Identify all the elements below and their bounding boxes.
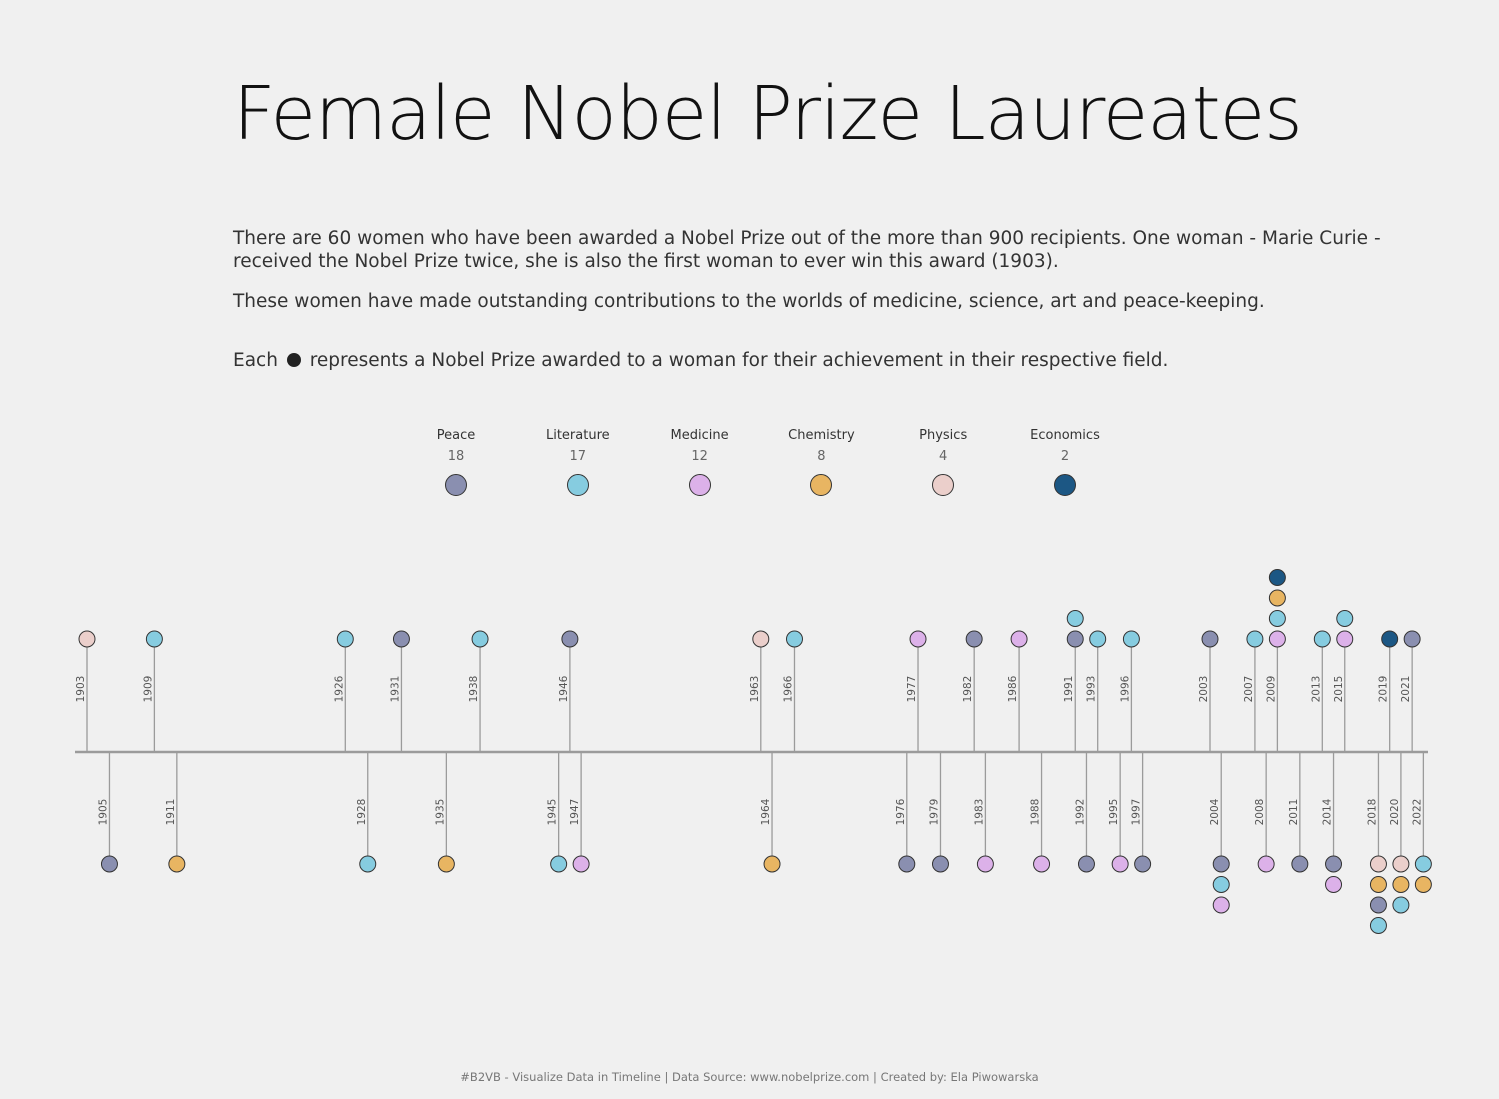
legend-label: Physics [919, 428, 968, 443]
prize-dot-literature [1213, 877, 1229, 893]
year-label: 1976 [894, 798, 907, 826]
legend-label: Chemistry [788, 428, 855, 443]
prize-dot-chemistry [764, 856, 780, 872]
year-label: 1991 [1063, 675, 1076, 703]
year-label: 1947 [569, 798, 582, 826]
year-label: 2018 [1366, 798, 1379, 826]
legend-count: 18 [447, 449, 465, 464]
year-label: 1905 [97, 798, 110, 826]
year-label: 2021 [1400, 675, 1413, 703]
legend-label: Peace [436, 428, 476, 443]
year-label: 1911 [164, 798, 177, 826]
prize-dot-peace [1326, 856, 1342, 872]
year-label: 2022 [1411, 798, 1424, 826]
year-label: 2011 [1287, 798, 1300, 826]
year-label: 2019 [1377, 675, 1390, 703]
prize-dot-peace [101, 856, 117, 872]
year-label: 1946 [557, 675, 570, 703]
description-paragraph-2: These women have made outstanding contributions to the worlds of medicine, science, art and peace-keeping. [233, 291, 1265, 312]
year-label: 1966 [782, 675, 795, 703]
year-label: 2013 [1310, 675, 1323, 703]
prize-dot-medicine [1112, 856, 1128, 872]
year-label: 1903 [75, 675, 87, 703]
prize-dot-literature [1337, 611, 1353, 627]
prize-dot-chemistry [1415, 877, 1431, 893]
prize-dot-literature [1314, 631, 1330, 647]
prize-dot-peace [1135, 856, 1151, 872]
prize-dot-economics [1382, 631, 1398, 647]
prize-dot-medicine [1034, 856, 1050, 872]
legend-count: 8 [817, 449, 826, 464]
year-label: 1928 [355, 798, 368, 826]
legend-count: 4 [939, 449, 948, 464]
prize-dot-literature [337, 631, 353, 647]
description-text-after: represents a Nobel Prize awarded to a woman for their achievement in their respective field. [309, 350, 1169, 371]
year-label: 1996 [1119, 675, 1132, 703]
prize-dot-chemistry [438, 856, 454, 872]
page-title: Female Nobel Prize Laureates [233, 71, 1302, 157]
year-label: 2014 [1321, 798, 1334, 826]
prize-dot-literature [786, 631, 802, 647]
prize-dot-economics [1269, 570, 1285, 586]
legend-label: Economics [1030, 428, 1100, 443]
year-label: 1983 [973, 798, 986, 826]
year-label: 1979 [928, 798, 941, 826]
prize-dot-peace [1292, 856, 1308, 872]
year-label: 1931 [389, 675, 402, 703]
prize-dot-chemistry [1393, 877, 1409, 893]
year-label: 1986 [1007, 675, 1020, 703]
prize-dot-medicine [977, 856, 993, 872]
prize-dot-literature [146, 631, 162, 647]
prize-dot-chemistry [169, 856, 185, 872]
prize-dot-peace [1213, 856, 1229, 872]
year-label: 2003 [1198, 675, 1210, 703]
year-label: 1909 [142, 675, 155, 703]
prize-dot-literature [360, 856, 376, 872]
prize-dot-peace [1078, 856, 1094, 872]
year-label: 1992 [1074, 798, 1087, 826]
year-label: 2015 [1332, 675, 1345, 703]
description-paragraph-1: There are 60 women who have been awarded a Nobel Prize out of the more than 900 recipients. One woman - Marie Curie - received the Nobel Prize twice, she is also the first woman to ever win this award (1903). [233, 228, 1381, 272]
legend-count: 2 [1060, 449, 1070, 464]
prize-dot-peace [932, 856, 948, 872]
year-label: 1926 [333, 675, 346, 703]
year-label: 1997 [1130, 798, 1143, 826]
prize-dot-peace [562, 631, 578, 647]
year-label: 2009 [1265, 675, 1278, 703]
prize-dot-literature [1123, 631, 1139, 647]
prize-dot-literature [1067, 611, 1083, 627]
prize-dot-literature [551, 856, 567, 872]
year-label: 2004 [1209, 798, 1222, 826]
prize-dot-physics [1393, 856, 1409, 872]
year-label: 1993 [1085, 675, 1098, 703]
prize-dot-medicine [1011, 631, 1027, 647]
year-label: 1935 [434, 798, 447, 826]
year-label: 2020 [1388, 798, 1401, 826]
prize-dot-physics [1370, 856, 1386, 872]
prize-dot-chemistry [1370, 877, 1386, 893]
prize-dot-peace [393, 631, 409, 647]
legend-count: 12 [691, 449, 708, 464]
year-label: 1963 [748, 675, 761, 703]
prize-dot-physics [79, 631, 95, 647]
prize-dot-literature [1247, 631, 1263, 647]
prize-dot-medicine [1337, 631, 1353, 647]
prize-dot-literature [1393, 897, 1409, 913]
prize-dot-literature [1370, 918, 1386, 934]
prize-dot-literature [1090, 631, 1106, 647]
prize-dot-literature [1269, 611, 1285, 627]
prize-dot-medicine [1269, 631, 1285, 647]
year-label: 1995 [1108, 798, 1121, 826]
year-label: 1982 [962, 675, 975, 703]
year-label: 1938 [468, 675, 481, 703]
year-label: 1964 [760, 798, 773, 826]
prize-dot-medicine [1258, 856, 1274, 872]
prize-dot-medicine [910, 631, 926, 647]
year-label: 1977 [906, 675, 919, 703]
year-label: 1988 [1029, 798, 1042, 826]
year-label: 2008 [1254, 798, 1267, 826]
year-label: 2007 [1242, 675, 1255, 703]
prize-dot-peace [1202, 631, 1218, 647]
legend-label: Literature [545, 428, 610, 443]
description-text-before: Each [233, 350, 278, 371]
prize-dot-peace [1404, 631, 1420, 647]
prize-dot-chemistry [1269, 590, 1285, 606]
legend-label: Medicine [670, 428, 729, 443]
footer-credits: #B2VB - Visualize Data in Timeline | Data Source: www.nobelprize.com | Created by: Ela Piwowarska [460, 1070, 1039, 1084]
legend-count: 17 [569, 449, 587, 464]
prize-dot-literature [472, 631, 488, 647]
year-label: 1945 [546, 798, 559, 826]
prize-dot-peace [966, 631, 982, 647]
prize-dot-peace [1067, 631, 1083, 647]
prize-dot-medicine [573, 856, 589, 872]
prize-dot-literature [1415, 856, 1431, 872]
prize-dot-medicine [1213, 897, 1229, 913]
prize-dot-physics [753, 631, 769, 647]
prize-dot-peace [1370, 897, 1386, 913]
prize-dot-peace [899, 856, 915, 872]
prize-dot-medicine [1326, 877, 1342, 893]
